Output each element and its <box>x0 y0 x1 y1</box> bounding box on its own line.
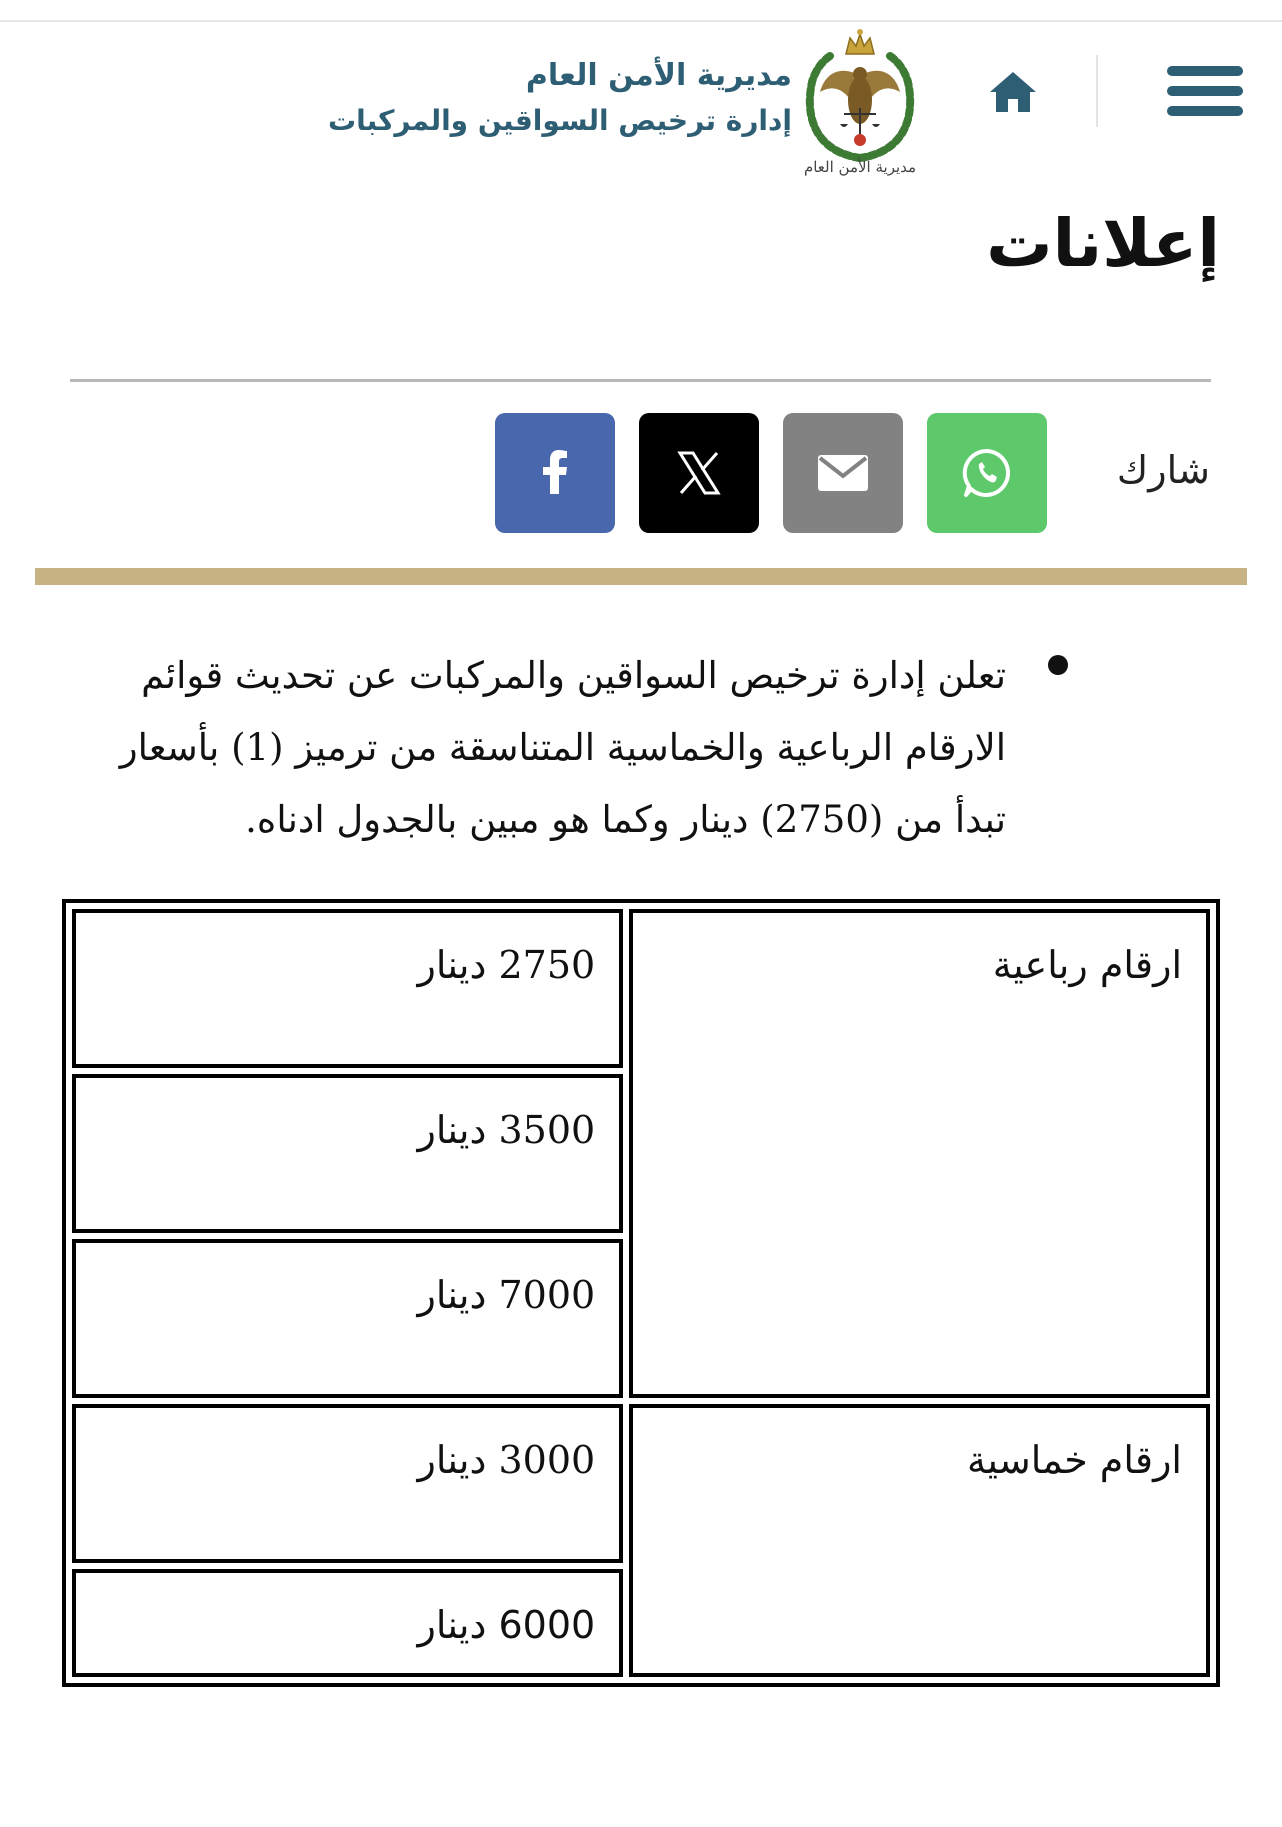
category-cell: ارقام رباعية <box>629 909 1210 1398</box>
share-label: شارك <box>1116 448 1210 492</box>
department-name: إدارة ترخيص السواقين والمركبات <box>328 104 792 137</box>
public-security-logo <box>790 20 930 180</box>
header-divider <box>1096 55 1098 127</box>
home-icon[interactable] <box>988 68 1038 116</box>
title-divider <box>70 379 1211 382</box>
svg-text:مديرية الأمن العام: مديرية الأمن العام <box>803 158 917 176</box>
price-cell: 3000 دينار <box>72 1404 623 1563</box>
x-share-button[interactable] <box>639 413 759 533</box>
price-cell: 2750 دينار <box>72 909 623 1068</box>
hamburger-menu-icon[interactable] <box>1167 66 1243 122</box>
email-share-button[interactable] <box>783 413 903 533</box>
announcement-text: تعلن إدارة ترخيص السواقين والمركبات عن تحديث قوائم الارقام الرباعية والخماسية المتناسقة من ترميز (1) بأسعار تبدأ من (2750) دينار وكما هو مبين بالجدول ادناه. <box>119 654 1006 841</box>
price-cell: 3500 دينار <box>72 1074 623 1233</box>
gold-separator <box>35 568 1247 585</box>
email-icon <box>815 451 871 495</box>
top-border <box>0 20 1282 22</box>
table-row <box>72 1404 1210 1563</box>
organization-name: مديرية الأمن العام <box>525 58 792 93</box>
category-cell: ارقام خماسية <box>629 1404 1210 1677</box>
page-title: إعلانات <box>986 205 1220 282</box>
facebook-icon <box>540 448 570 498</box>
facebook-share-button[interactable] <box>495 413 615 533</box>
bullet-point <box>1048 655 1068 675</box>
x-icon <box>674 448 724 498</box>
price-cell: 6000 دينار <box>72 1569 623 1677</box>
price-table <box>62 899 1220 1687</box>
table-row <box>72 909 1210 1068</box>
whatsapp-share-button[interactable] <box>927 413 1047 533</box>
whatsapp-icon <box>959 445 1015 501</box>
price-cell: 7000 دينار <box>72 1239 623 1398</box>
